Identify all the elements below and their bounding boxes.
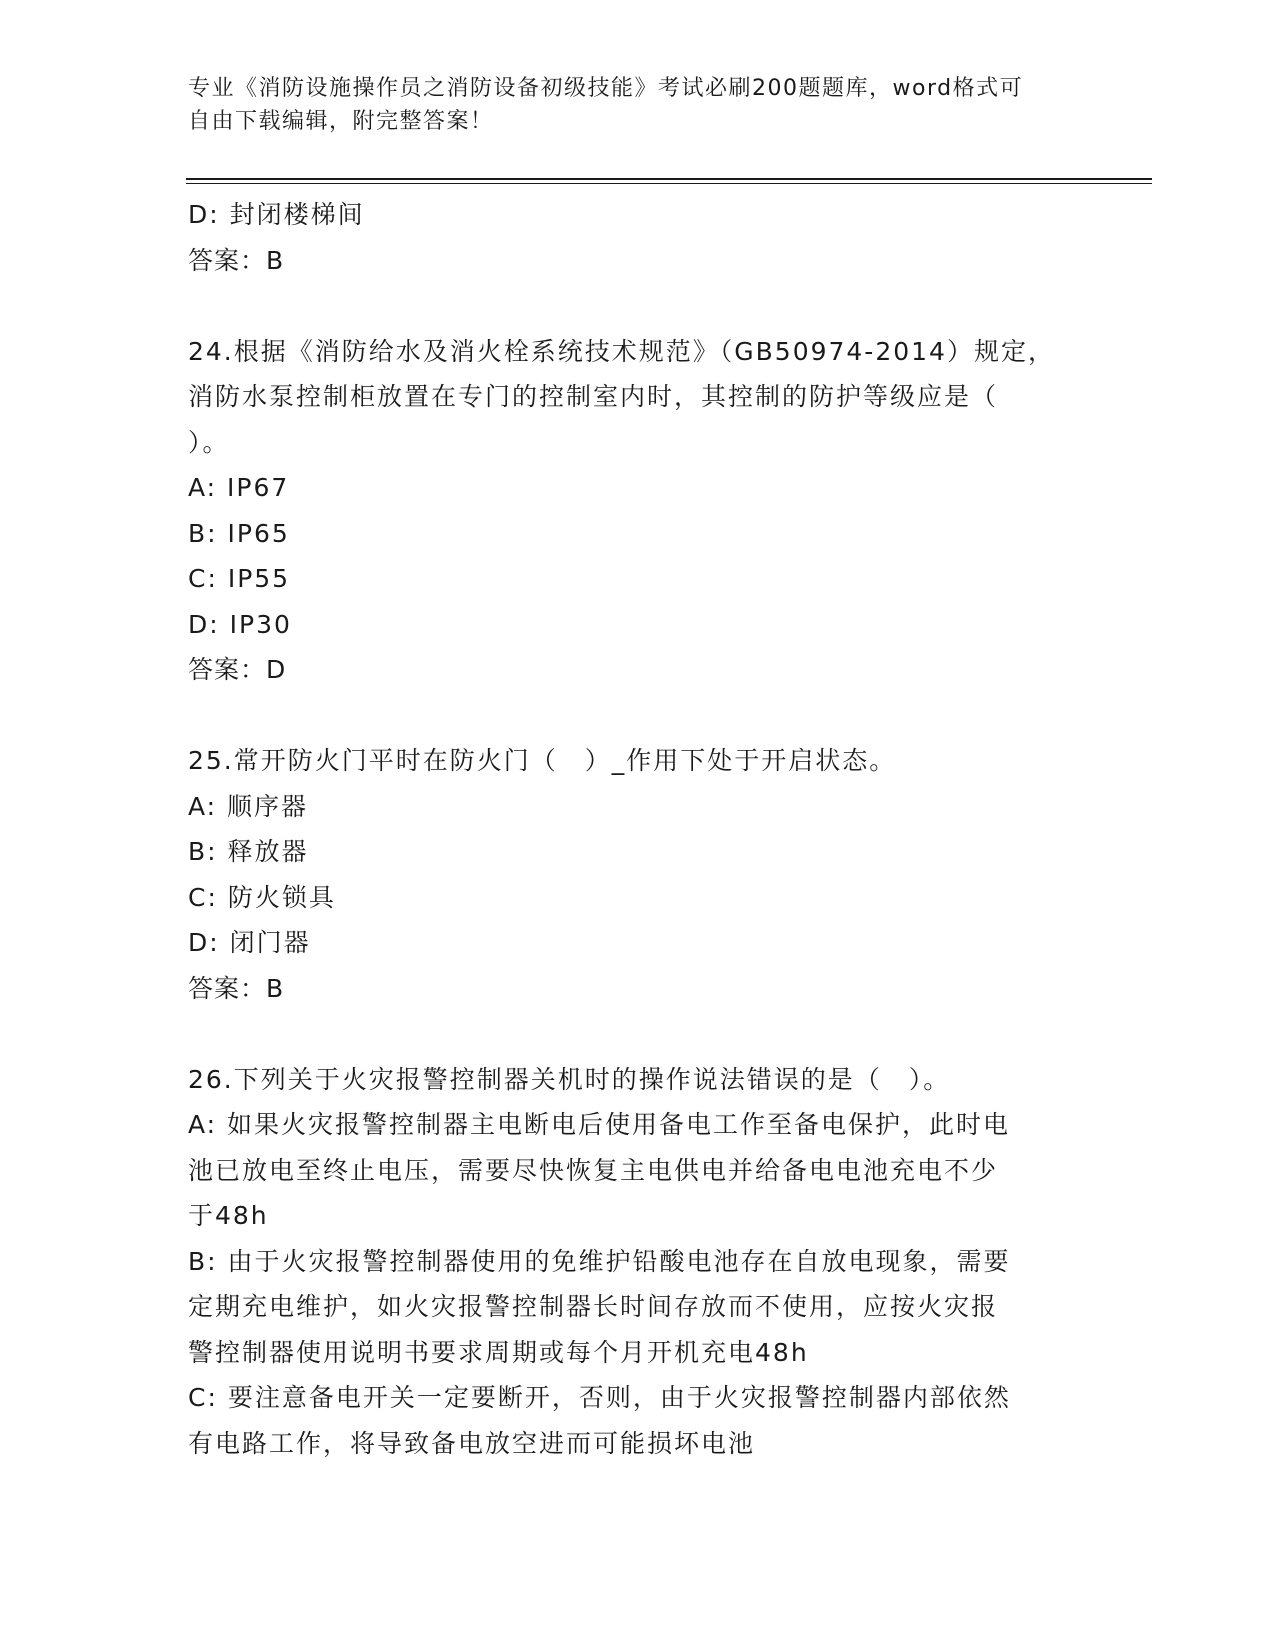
spacer [188, 693, 1088, 739]
spacer [188, 283, 1088, 329]
option-d: D: 封闭楼梯间 [188, 200, 365, 229]
question-26-option-a-line-3: 于48h [188, 1201, 269, 1230]
question-25-option-c: C: 防火锁具 [188, 882, 336, 912]
question-25-option-a: A: 顺序器 [188, 791, 309, 821]
question-24-option-d: D: IP30 [188, 609, 292, 639]
question-26-option-c-line-1: C: 要注意备电开关一定要断开，否则，由于火灾报警控制器内部依然 [188, 1383, 1011, 1412]
question-25-option-b: B: 释放器 [188, 837, 309, 866]
question-26-option-b-line-2: 定期充电维护，如火灾报警控制器长时间存放而不使用，应按火灾报 [188, 1292, 999, 1321]
question-25-option-d: D: 闭门器 [188, 928, 311, 957]
spacer [188, 1011, 1088, 1057]
question-26-option-a-line-1: A: 如果火灾报警控制器主电断电后使用备电工作至备电保护，此时电 [188, 1110, 1011, 1139]
question-24-option-b: B: IP65 [188, 518, 290, 548]
question-26-option-b-line-1: B: 由于火灾报警控制器使用的免维护铅酸电池存在自放电现象，需要 [188, 1246, 1011, 1276]
header-line-1: 专业《消防设施操作员之消防设备初级技能》考试必刷200题题库，word格式可 [188, 76, 1024, 101]
question-24-option-c: C: IP55 [188, 564, 291, 593]
answer: 答案：B [188, 245, 285, 275]
question-25-stem: 25.常开防火门平时在防火门（ ）_作用下处于开启状态。 [188, 746, 897, 775]
header-divider [186, 178, 1152, 180]
question-24-answer: 答案：D [188, 655, 287, 684]
question-content [188, 192, 1088, 1466]
question-25-answer: 答案：B [188, 973, 285, 1003]
question-24-stem-line-1: 24.根据《消防给水及消火栓系统技术规范》（GB50974-2014）规定， [188, 336, 1055, 366]
question-26-option-c-line-2: 有电路工作，将导致备电放空进而可能损坏电池 [188, 1428, 756, 1458]
header-divider-thin [186, 183, 1152, 184]
question-26-stem: 26.下列关于火灾报警控制器关机时的操作说法错误的是（ ）。 [188, 1064, 951, 1094]
document-header [188, 72, 1068, 138]
question-24-option-a: A: IP67 [188, 473, 290, 502]
question-26-option-a-line-2: 池已放电至终止电压，需要尽快恢复主电供电并给备电电池充电不少 [188, 1155, 999, 1185]
question-26-option-b-line-3: 警控制器使用说明书要求周期或每个月开机充电48h [188, 1337, 809, 1367]
header-line-2: 自由下载编辑，附完整答案！ [188, 109, 494, 134]
question-24-stem-line-2: 消防水泵控制柜放置在专门的控制室内时，其控制的防护等级应是（ [188, 382, 999, 411]
question-24-stem-line-3: ）。 [188, 427, 230, 457]
